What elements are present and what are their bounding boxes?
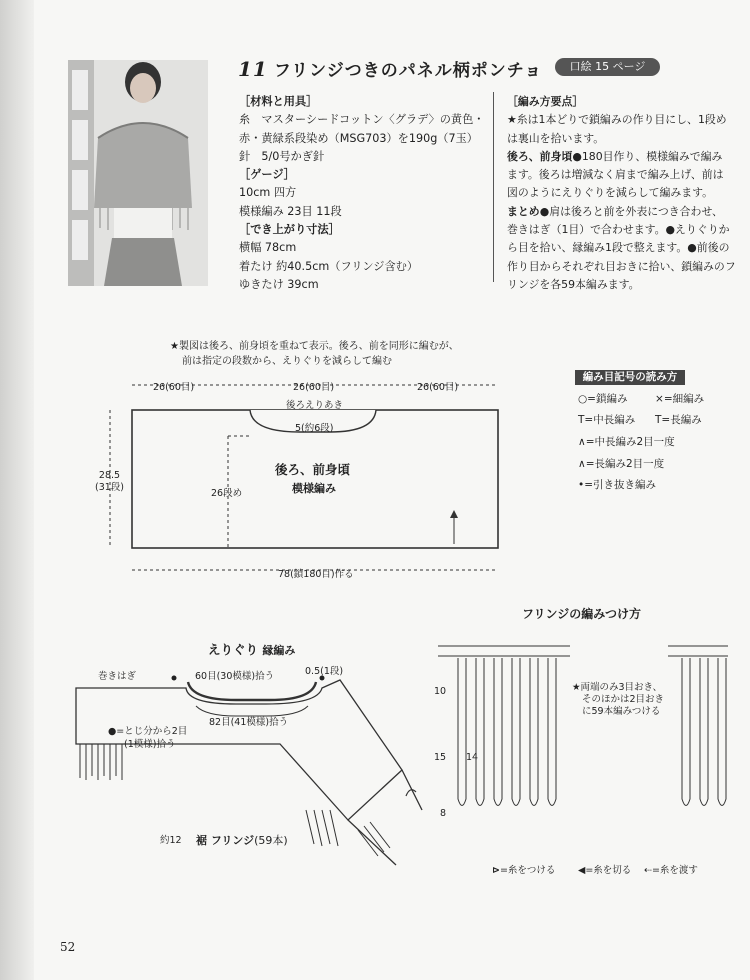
fringe-row-15: 15 [434,752,447,763]
instruction-line: 後ろ、前身頃●180目作り、模様編みで編み [507,149,723,163]
neck-label: 後ろえりあき [286,400,344,411]
seam-label: 巻きはぎ [98,671,137,682]
instruction-line: ます。後ろは増減なく肩まで編み上げ、前は [507,168,724,182]
materials-heading: ［材料と用具］ [239,95,318,108]
instruction-line: ★糸は1本どりで鎖編みの作り目にし、1段め [507,113,727,127]
gauge-line: 10cm 四方 [239,186,297,200]
size-line: 着たけ 約40.5cm（フリンジ含む） [239,259,419,273]
legend-row: ∧=中長編み2目一度 [578,436,675,448]
body-title: 後ろ、前身頃 [275,462,351,477]
instruction-line: は裏山を拾います。 [507,131,605,145]
fringe-row-10: 10 [434,686,447,697]
page-reference-badge: 口絵 15 ページ [555,58,660,76]
yarn-line: 赤・黄緑系段染め（MSG703）を190g（7玉） [239,131,478,145]
dimension-top-right: 26(60目) [417,382,459,393]
size-heading: ［でき上がり寸法］ [239,223,340,237]
instruction-line: 作り目からそれぞれ目おきに拾い、鎖編みのフ [507,259,736,273]
fringe-row-14: 14 [466,752,479,763]
dimension-top-left: 26(60目) [153,382,195,393]
gauge-heading: ［ゲージ］ [239,168,295,182]
footnote-carry: ⇠=糸を渡す [644,865,698,876]
collar-note: ●=とじ分から2目 (1模様)拾う [108,726,188,750]
rows-label: 26段め [211,488,243,499]
page-number: 52 [60,940,76,954]
fringe-note: ★両端のみ3目おき、 そのほかは2目おき に59本編みつける [572,682,665,717]
size-line: ゆきたけ 39cm [239,277,319,291]
legend-row: ○=鎖編み [578,393,628,405]
fringe-strand [718,658,726,806]
fringe-chart [436,634,736,824]
materials-section [239,93,484,294]
hem-fringe-label: 裾 フリンジ(59本) [196,834,288,847]
legend-row: ×=細編み [655,393,705,405]
fringe-length: 約12 [160,835,182,846]
instruction-line: まとめ●肩は後ろと前を外表につき合わせ、 [507,204,723,218]
legend-row: ∧=長編み2目一度 [578,458,665,470]
legend-row: T=長編み [655,414,702,426]
yarn-line: 糸 マスターシードコットン〈グラデ〉の黄色・ [239,113,485,127]
instructions-section [507,93,736,294]
collar-edge: 0.5(1段) [305,666,344,677]
needle-line: 針 5/0号かぎ針 [239,149,325,163]
instruction-line: 巻きはぎ（1目）で合わせます。●えりぐりか [507,223,730,237]
collar-title: えりぐり 縁編み [208,642,296,657]
fringe-strand [682,658,690,806]
fringe-strand [458,658,466,806]
collar-pick-60: 60目(30模様)拾う [195,671,275,682]
fringe-strand [700,658,708,806]
fringe-strand [530,658,538,806]
page-gutter-shadow [0,0,34,980]
size-line: 横幅 78cm [239,241,297,255]
column-divider [493,92,494,282]
model-photo [68,60,208,286]
height-dimension: 28.5 (31段) [95,470,125,493]
body-subtitle: 模様編み [292,482,336,495]
width-dimension: 78(鎖180目)作る [278,569,354,580]
footnote-cut: ◀=糸を切る [578,865,632,876]
instruction-line: リンジを各59本編みます。 [507,277,640,291]
fringe-title: フリンジの編みつけ方 [522,607,641,621]
collar-pick-82: 82目(41模様)拾う [209,717,289,728]
instructions-heading: ［編み方要点］ [507,95,584,108]
fringe-row-8: 8 [440,808,447,819]
fringe-strand [512,658,520,806]
diagram-note: ★製図は後ろ、前身頃を重ねて表示。後ろ、前を同形に編むが、 前は指定の段数から、えりぐりを減らして編む [170,341,459,367]
dimension-top-center: 26(60目) [293,382,335,393]
legend-row: T=中長編み [578,414,636,426]
instruction-line: 図のようにえりぐりを減らして編みます。 [507,186,714,200]
instruction-line: ら目を拾い、縁編み1段で整えます。●前後の [507,241,730,255]
legend-row: •=引き抜き編み [578,479,657,491]
gauge-line: 模様編み 23目 11段 [239,204,342,218]
footnote-attach: ⊳=糸をつける [492,865,556,876]
fringe-strand [476,658,484,806]
fringe-strand [494,658,502,806]
legend-heading: 編み目記号の読み方 [575,370,685,385]
pattern-title: 11 フリンジつきのパネル柄ポンチョ [238,57,543,81]
fringe-strand [548,658,556,806]
neck-dimension: 5(約6段) [295,423,334,434]
